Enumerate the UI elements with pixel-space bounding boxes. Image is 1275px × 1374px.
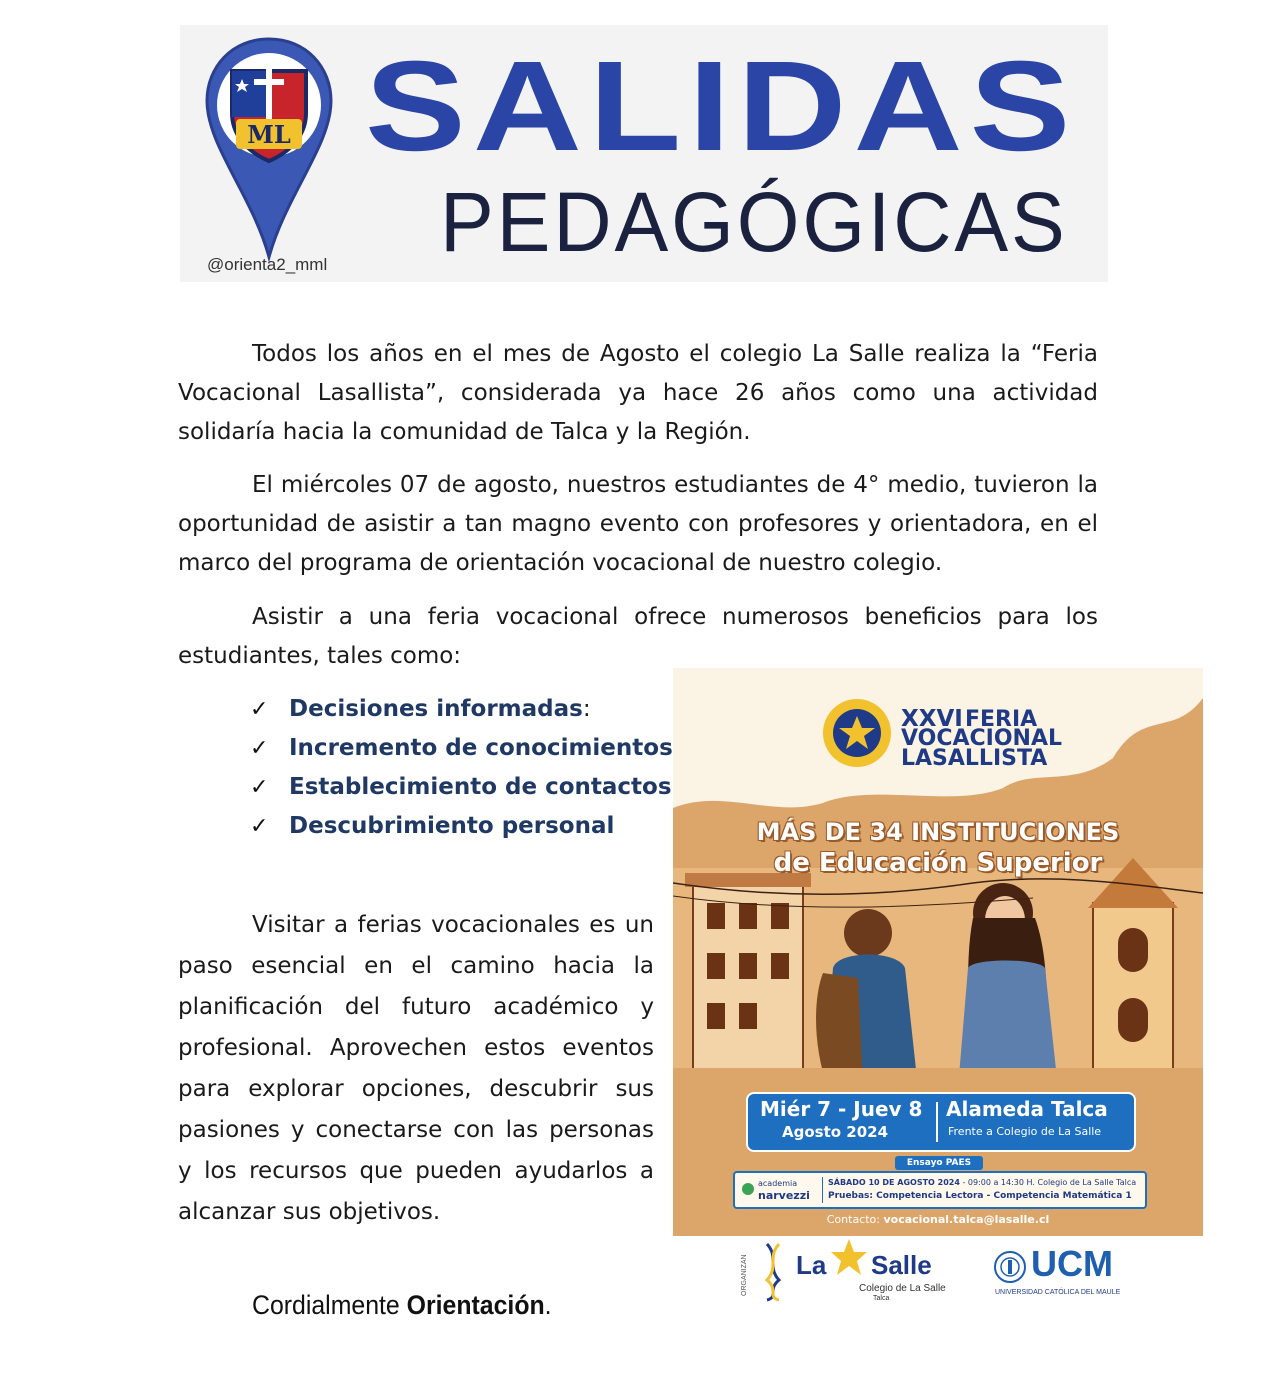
- paes-date: SÁBADO 10 DE AGOSTO 2024: [828, 1178, 960, 1187]
- check-icon: ✓: [250, 814, 269, 839]
- paragraph-closing: Visitar a ferias vocacionales es un paso esencial en el camino hacia la planificación del futuro académico y profesional. Aprovechen estos eventos para explorar opciones, descubrir sus pasiones y conectarse con las personas y los recursos que pueden ayudarlos a alcanzar sus objetivos.: [178, 912, 654, 1225]
- benefit-label: Decisiones informadas: [289, 696, 583, 722]
- banner-title: SALIDAS: [365, 35, 1078, 178]
- list-item: [250, 807, 673, 846]
- ucm-seal-icon: [993, 1250, 1027, 1284]
- contact-email: vocacional.talca@lasalle.cl: [883, 1213, 1050, 1226]
- benefit-label: Incremento de conocimientos: [289, 735, 673, 761]
- contact-line: [673, 1213, 1203, 1226]
- poster-title-lasallista: LASALLISTA: [901, 746, 1048, 771]
- lasalle-city: Talca: [873, 1295, 890, 1302]
- event-place: Alameda Talca: [946, 1097, 1108, 1121]
- dna-icon: [761, 1242, 785, 1302]
- paes-info-box: [733, 1171, 1147, 1209]
- banner-subtitle: PEDAGÓGICAS: [440, 175, 1068, 269]
- star-icon: [830, 1238, 868, 1276]
- benefit-label: Establecimiento de contactos: [289, 774, 672, 800]
- poster-title-vocacional: VOCACIONAL: [901, 726, 1063, 751]
- signoff-suffix: .: [544, 1290, 552, 1320]
- paes-date-line: [828, 1178, 1136, 1187]
- signoff: [252, 1290, 552, 1321]
- lasalle-name-a: La: [796, 1250, 827, 1280]
- list-item: [250, 690, 673, 729]
- event-poster: [673, 668, 1203, 1320]
- event-place-detail: Frente a Colegio de La Salle: [948, 1125, 1102, 1138]
- check-icon: ✓: [250, 697, 269, 722]
- paragraph-benefits-intro: Asistir a una feria vocacional ofrece numerosos beneficios para los estudiantes, tales como:: [178, 604, 1098, 669]
- signoff-name: Orientación: [406, 1290, 545, 1320]
- event-month: Agosto 2024: [782, 1123, 889, 1141]
- event-dates: Miér 7 - Juev 8: [760, 1097, 923, 1121]
- narvezzi-logo-top: academia: [758, 1179, 798, 1188]
- list-item: [250, 729, 673, 768]
- paes-tests: Competencia Lectora - Competencia Matemática 1: [873, 1191, 1132, 1201]
- contact-label: Contacto:: [826, 1213, 880, 1226]
- poster-title-feria: FERIA: [965, 707, 1038, 732]
- ucm-subtitle: UNIVERSIDAD CATÓLICA DEL MAULE: [995, 1289, 1121, 1296]
- crest-letters: ML: [247, 120, 291, 149]
- benefit-suffix: :: [582, 696, 591, 722]
- narvezzi-icon: [742, 1183, 754, 1195]
- paes-tests-line: [828, 1191, 1132, 1201]
- paes-tests-label: Pruebas:: [828, 1191, 874, 1201]
- header-banner: [180, 25, 1108, 282]
- benefit-label: Descubrimiento personal: [289, 813, 615, 839]
- location-pin-logo: [202, 35, 337, 265]
- narvezzi-logo: [740, 1177, 823, 1203]
- paes-time: - 09:00 a 14:30 H. Colegio de La Salle Talca: [959, 1178, 1137, 1187]
- date-divider: [936, 1102, 938, 1142]
- event-date-box: [746, 1092, 1136, 1152]
- paragraph-intro: Todos los años en el mes de Agosto el colegio La Salle realiza la “Feria Vocacional Lasallista”, considerada ya hace 26 años como una actividad solidaría hacia la comunidad de Talca y la Región.: [178, 341, 1098, 445]
- lasalle-name-b: Salle: [871, 1250, 932, 1280]
- signoff-prefix: Cordialmente: [252, 1290, 400, 1320]
- paes-label: Ensayo PAES: [895, 1156, 983, 1170]
- list-item: [250, 768, 673, 807]
- narvezzi-logo-bottom: narvezzi: [758, 1189, 810, 1202]
- benefits-list: [250, 690, 673, 846]
- check-icon: ✓: [250, 736, 269, 761]
- organizers-label: ORGANIZAN: [741, 1254, 748, 1296]
- poster-headline-sub: de Educación Superior: [773, 848, 1103, 878]
- social-handle: @orienta2_mml: [207, 255, 328, 274]
- paragraph-visit: El miércoles 07 de agosto, nuestros estudiantes de 4° medio, tuvieron la oportunidad de asistir a tan magno evento con profesores y orientadora, en el marco del programa de orientación vocacional de nuestro colegio.: [178, 472, 1098, 576]
- check-icon: ✓: [250, 775, 269, 800]
- lasalle-subtitle: Colegio de La Salle: [859, 1283, 946, 1294]
- poster-headline: MÁS DE 34 INSTITUCIONES: [756, 818, 1120, 846]
- ucm-name: UCM: [1031, 1243, 1113, 1284]
- poster-title-numeral: XXVI: [901, 706, 963, 732]
- organizers-strip: [673, 1236, 1203, 1320]
